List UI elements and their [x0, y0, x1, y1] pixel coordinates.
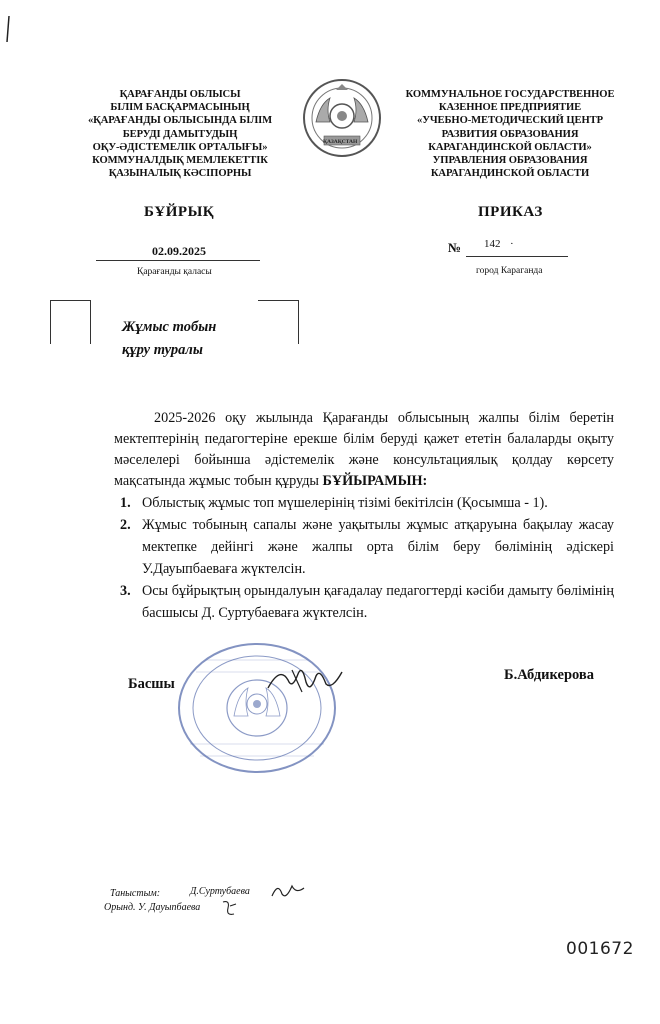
- item-text: Осы бұйрықтың орындалуын қағадалау педагогтерді кәсіби дамыту бөлімінің басшысы Д. Суртубаеваға жүктелсін.: [142, 583, 614, 621]
- subject-line: құру туралы: [122, 342, 203, 358]
- org-line: ОҚУ-ӘДІСТЕМЕЛІК ОРТАЛЫҒЫ»: [92, 141, 268, 153]
- signer-position: Басшы: [128, 676, 175, 692]
- city-ru: город Караганда: [476, 266, 543, 276]
- order-body: [114, 408, 614, 624]
- org-line: «ҚАРАҒАНДЫ ОБЛЫСЫНДА БІЛІМ: [87, 115, 273, 127]
- org-line: ҚАРАҒАНДЫ ОБЛЫСЫ: [119, 89, 241, 100]
- org-line: БЕРУДІ ДАМЫТУДЫҢ: [122, 128, 238, 140]
- org-line: КАЗЕННОЕ ПРЕДПРИЯТИЕ: [438, 102, 582, 114]
- org-line: «УЧЕБНО-МЕТОДИЧЕСКИЙ ЦЕНТР: [417, 115, 603, 127]
- order-number: 142: [484, 238, 501, 250]
- item-text: Жұмыс тобының сапалы және уақытылы жұмыс атқаруына бақылау жасау мектепке дейінгі және жалпы орта білім беру бөлімінің әдіскері У.Дауыпбаеваға жүктелсін.: [142, 517, 614, 577]
- signer-name: Б.Абдикерова: [504, 667, 594, 683]
- list-item: [120, 492, 614, 514]
- acquainted-name: Д.Суртубаева: [190, 886, 250, 897]
- intro-text: 2025-2026 оқу жылында Қарағанды облысының жалпы білім беретін мектептерінің педагогтеріне ерекше білім беруді қажет ететін балаларды оқыту мәселелері бойынша әдістемелік және консультациялық қолдау көрсету мақсатында жұмыс тобын құруды: [114, 410, 614, 489]
- executor-initials-icon: [220, 898, 240, 918]
- org-line: УПРАВЛЕНИЯ ОБРАЗОВАНИЯ: [432, 155, 588, 167]
- date-underline: [96, 260, 260, 261]
- emblem-label: ҚАЗАҚСТАН: [323, 139, 358, 145]
- org-line: КАРАГАНДИНСКОЙ ОБЛАСТИ: [430, 168, 590, 180]
- document-number: 001672: [566, 939, 634, 959]
- initials-mark-icon: [268, 880, 308, 900]
- order-date: 02.09.2025: [152, 244, 206, 258]
- bracket-inner: [90, 300, 91, 344]
- org-line: КАРАГАНДИНСКОЙ ОБЛАСТИ»: [428, 141, 592, 153]
- order-title-kz: БҰЙРЫҚ: [144, 204, 215, 220]
- org-line: ҚАЗЫНАЛЫҚ КӘСІПОРНЫ: [108, 168, 252, 180]
- header-right-org: [394, 88, 626, 180]
- executor: Орынд. У. Дауыпбаева: [104, 902, 201, 913]
- order-number-label: №: [448, 240, 462, 255]
- signature-mark-icon: [262, 660, 346, 700]
- number-underline: [466, 256, 568, 257]
- org-line: БІЛІМ БАСҚАРМАСЫНЫҢ: [110, 102, 250, 114]
- order-items: [120, 492, 614, 624]
- order-title-ru: ПРИКАЗ: [478, 204, 543, 220]
- intro-paragraph: [114, 408, 614, 492]
- org-line: КОММУНАЛДЫҚ МЕМЛЕКЕТТІК: [92, 155, 268, 167]
- pen-mark: [4, 14, 12, 44]
- order-word: БҰЙЫРАМЫН:: [322, 473, 428, 489]
- bracket-right-top: [258, 300, 298, 301]
- org-line: КОММУНАЛЬНОЕ ГОСУДАРСТВЕННОЕ: [405, 89, 615, 100]
- item-text: Облыстық жұмыс топ мүшелерінің тізімі бекітілсін (Қосымша - 1).: [142, 495, 548, 511]
- number-tick: ·: [510, 238, 514, 250]
- item-number: 3.: [120, 583, 131, 599]
- bracket-right-side: [298, 300, 299, 344]
- org-line: РАЗВИТИЯ ОБРАЗОВАНИЯ: [441, 128, 579, 140]
- list-item: [120, 514, 614, 580]
- item-number: 2.: [120, 517, 131, 533]
- header-left-org: [70, 88, 290, 180]
- state-emblem-icon: [300, 76, 384, 160]
- item-number: 1.: [120, 495, 131, 511]
- bracket-left-top: [50, 300, 90, 301]
- subject: [122, 316, 216, 362]
- bracket-left-side: [50, 300, 51, 344]
- city-kz: Қарағанды қаласы: [137, 267, 212, 277]
- list-item: [120, 580, 614, 624]
- subject-line: Жұмыс тобын: [122, 319, 217, 335]
- acquainted-label: Таныстым:: [110, 888, 161, 899]
